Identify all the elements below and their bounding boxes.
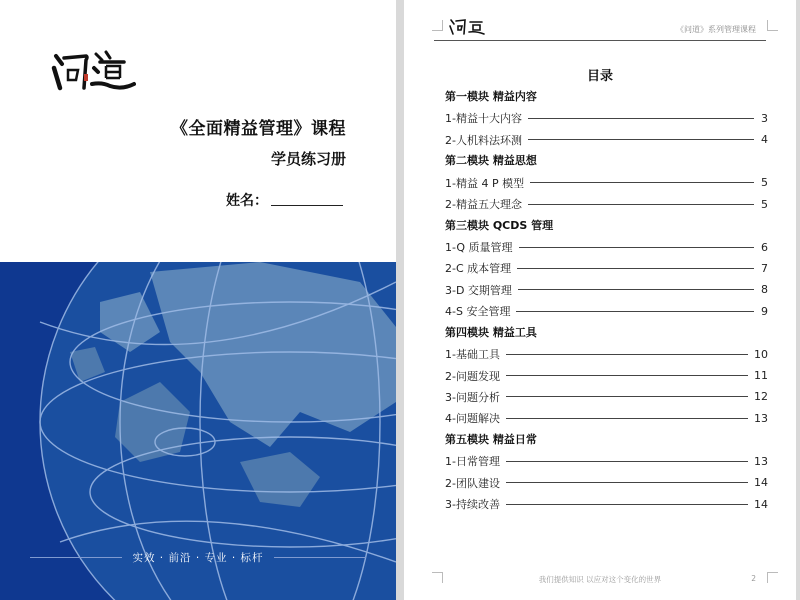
toc-entry-page: 7 [761,261,768,275]
wendao-calligraphy-logo [50,48,136,92]
toc-entry-label: 1-Q 质量管理 [445,241,513,255]
toc-leader-line [517,268,754,269]
toc-entry-label: 4-问题解决 [445,412,500,426]
page-number: 2 [751,574,756,583]
toc-list [445,86,768,515]
toc-entry-label: 1-精益 4 P 模型 [445,176,525,190]
toc-entry-label: 3-持续改善 [445,498,500,512]
toc-entry[interactable] [445,493,768,514]
toc-entry-page: 3 [761,111,768,125]
toc-leader-line [506,354,748,355]
header-series-text: 《问道》系列管理课程 [676,25,756,34]
toc-section-heading: 第四模块 精益工具 [445,325,537,339]
toc-entry-label: 1-精益十大内容 [445,112,522,126]
toc-entry-page: 5 [761,176,768,190]
toc-leader-line [506,418,748,419]
toc-leader-line [506,482,748,483]
globe-band [0,262,396,600]
toc-leader-line [506,461,748,462]
toc-entry-label: 2-C 成本管理 [445,262,512,276]
crop-mark [767,20,778,31]
toc-leader-line [528,118,754,119]
workbook-subtitle: 学员练习册 [270,150,346,168]
toc-entry[interactable] [445,279,768,300]
toc-entry-page: 6 [761,240,768,254]
toc-leader-line [530,182,754,183]
toc-section-heading: 第三模块 QCDS 管理 [445,218,554,232]
course-title: 《全面精益管理》课程 [171,119,346,139]
toc-entry-label: 1-基础工具 [445,348,500,362]
toc-entry[interactable] [445,236,768,257]
toc-entry[interactable] [445,193,768,214]
toc-entry[interactable] [445,451,768,472]
toc-entry-label: 1-日常管理 [445,455,500,469]
toc-section-heading: 第一模块 精益内容 [445,90,537,103]
toc-entry[interactable] [445,172,768,193]
toc-entry-label: 3-D 交期管理 [445,283,512,297]
toc-leader-line [506,504,748,505]
header-rule [434,40,766,41]
toc-entry[interactable] [445,129,768,150]
toc-entry[interactable] [445,472,768,493]
toc-leader-line [528,139,754,140]
toc-entry-page: 8 [761,283,768,297]
toc-leader-line [528,204,754,205]
toc-entry-page: 9 [761,304,768,318]
crop-mark [432,20,443,31]
cover-page [0,0,396,600]
toc-entry[interactable] [445,108,768,129]
toc-page [404,0,796,600]
name-label: 姓名： [226,193,268,209]
toc-leader-line [519,247,754,248]
toc-leader-line [516,311,754,312]
toc-entry[interactable] [445,408,768,429]
toc-entry-page: 5 [761,197,768,211]
cover-slogan: 实效 · 前沿 · 专业 · 标杆 [132,552,264,564]
footer-text: 我们提供知识 以应对这个变化的世界 [538,575,662,584]
toc-entry-page: 10 [754,347,768,361]
toc-entry-page: 13 [754,411,768,425]
toc-entry[interactable] [445,365,768,386]
toc-entry-page: 14 [754,476,768,490]
toc-entry[interactable] [445,386,768,407]
toc-entry-label: 4-S 安全管理 [445,305,511,319]
toc-entry-label: 3-问题分析 [445,390,500,404]
toc-leader-line [518,289,754,290]
toc-entry[interactable] [445,258,768,279]
toc-entry-label: 2-团队建设 [445,476,500,490]
toc-section-heading: 第二模块 精益思想 [445,154,537,168]
toc-entry[interactable] [445,344,768,365]
toc-entry-label: 2-人机料法环测 [445,133,522,147]
header-logo [448,16,486,36]
name-input-line[interactable] [271,205,343,206]
toc-entry-page: 14 [754,497,768,511]
toc-entry-label: 2-精益五大理念 [445,198,522,212]
toc-entry-page: 4 [761,133,768,147]
toc-title: 目录 [586,69,613,84]
toc-entry-page: 13 [754,454,768,468]
toc-leader-line [506,375,748,376]
toc-entry-label: 2-问题发现 [445,369,500,383]
toc-entry-page: 11 [754,369,768,383]
toc-leader-line [506,396,748,397]
toc-entry[interactable] [445,301,768,322]
toc-entry-page: 12 [754,390,768,404]
toc-section-heading: 第五模块 精益日常 [445,433,537,447]
